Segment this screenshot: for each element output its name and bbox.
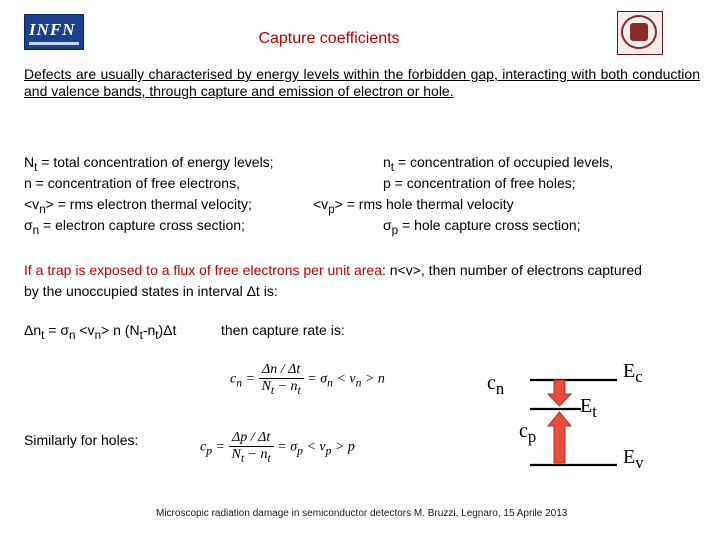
flux-statement: If a trap is exposed to a flux of free electrons per unit area: n<v>, then number of electrons captured by the unoccupied states in interval Δt is: — [24, 262, 642, 299]
capture-rate-label: then capture rate is: — [221, 322, 345, 338]
def-vp: $<v_p>$ = rms hole thermal velocity — [313, 196, 514, 216]
cn-label: $c_n$ — [487, 372, 505, 398]
electron-capture-arrow — [548, 380, 571, 406]
intro-paragraph: Defects are usually characterised by energy levels within the forbidden gap, interacting with both conduction and valence bands, through capture and emission of electron or hole. — [24, 66, 700, 99]
slide-title: Capture coefficients — [258, 30, 400, 47]
delta-nt-formula: $\Delta n_t = \sigma_n <v_n> n$ $(N_t-n_t)\Delta t$ — [24, 322, 177, 342]
def-vn: $<v_n>$ = rms electron thermal velocity; — [24, 196, 252, 216]
et-label: $E_t$ — [580, 395, 597, 421]
energy-level-diagram — [525, 370, 625, 470]
def-p: p = concentration of free holes; — [383, 175, 576, 191]
ev-label: $E_v$ — [623, 446, 644, 472]
ec-label: $E_c$ — [623, 360, 643, 386]
def-sigma-n: $\sigma_n$ = electron capture cross section; — [24, 217, 245, 237]
hole-capture-arrow — [548, 412, 571, 463]
cp-label: $c_p$ — [519, 420, 537, 446]
def-nt: $n_t$ = concentration of occupied levels, — [383, 154, 614, 174]
infn-logo-text: INFN — [29, 20, 76, 39]
def-n: n = concentration of free electrons, — [24, 175, 240, 191]
def-Nt: $N_t$ = total concentration of energy levels; — [24, 154, 274, 174]
cp-equation: $c_p$ = $\frac{\Delta p / \Delta t}{N_t - n_t}$ = $\sigma_p < v_p > p$ — [200, 430, 355, 465]
similarly-label: Similarly for holes: — [24, 432, 139, 448]
cn-equation: $c_n$ = $\frac{\Delta n / \Delta t}{N_t - n_t}$ = $\sigma_n < v_n > n$ — [230, 362, 385, 397]
footer-citation: Microscopic radiation damage in semiconductor detectors M. Bruzzi, Legnaro, 15 Aprile 2013 — [156, 508, 568, 519]
def-sigma-p: $\sigma_p$ = hole capture cross section; — [383, 217, 581, 237]
definitions-block — [24, 152, 614, 237]
